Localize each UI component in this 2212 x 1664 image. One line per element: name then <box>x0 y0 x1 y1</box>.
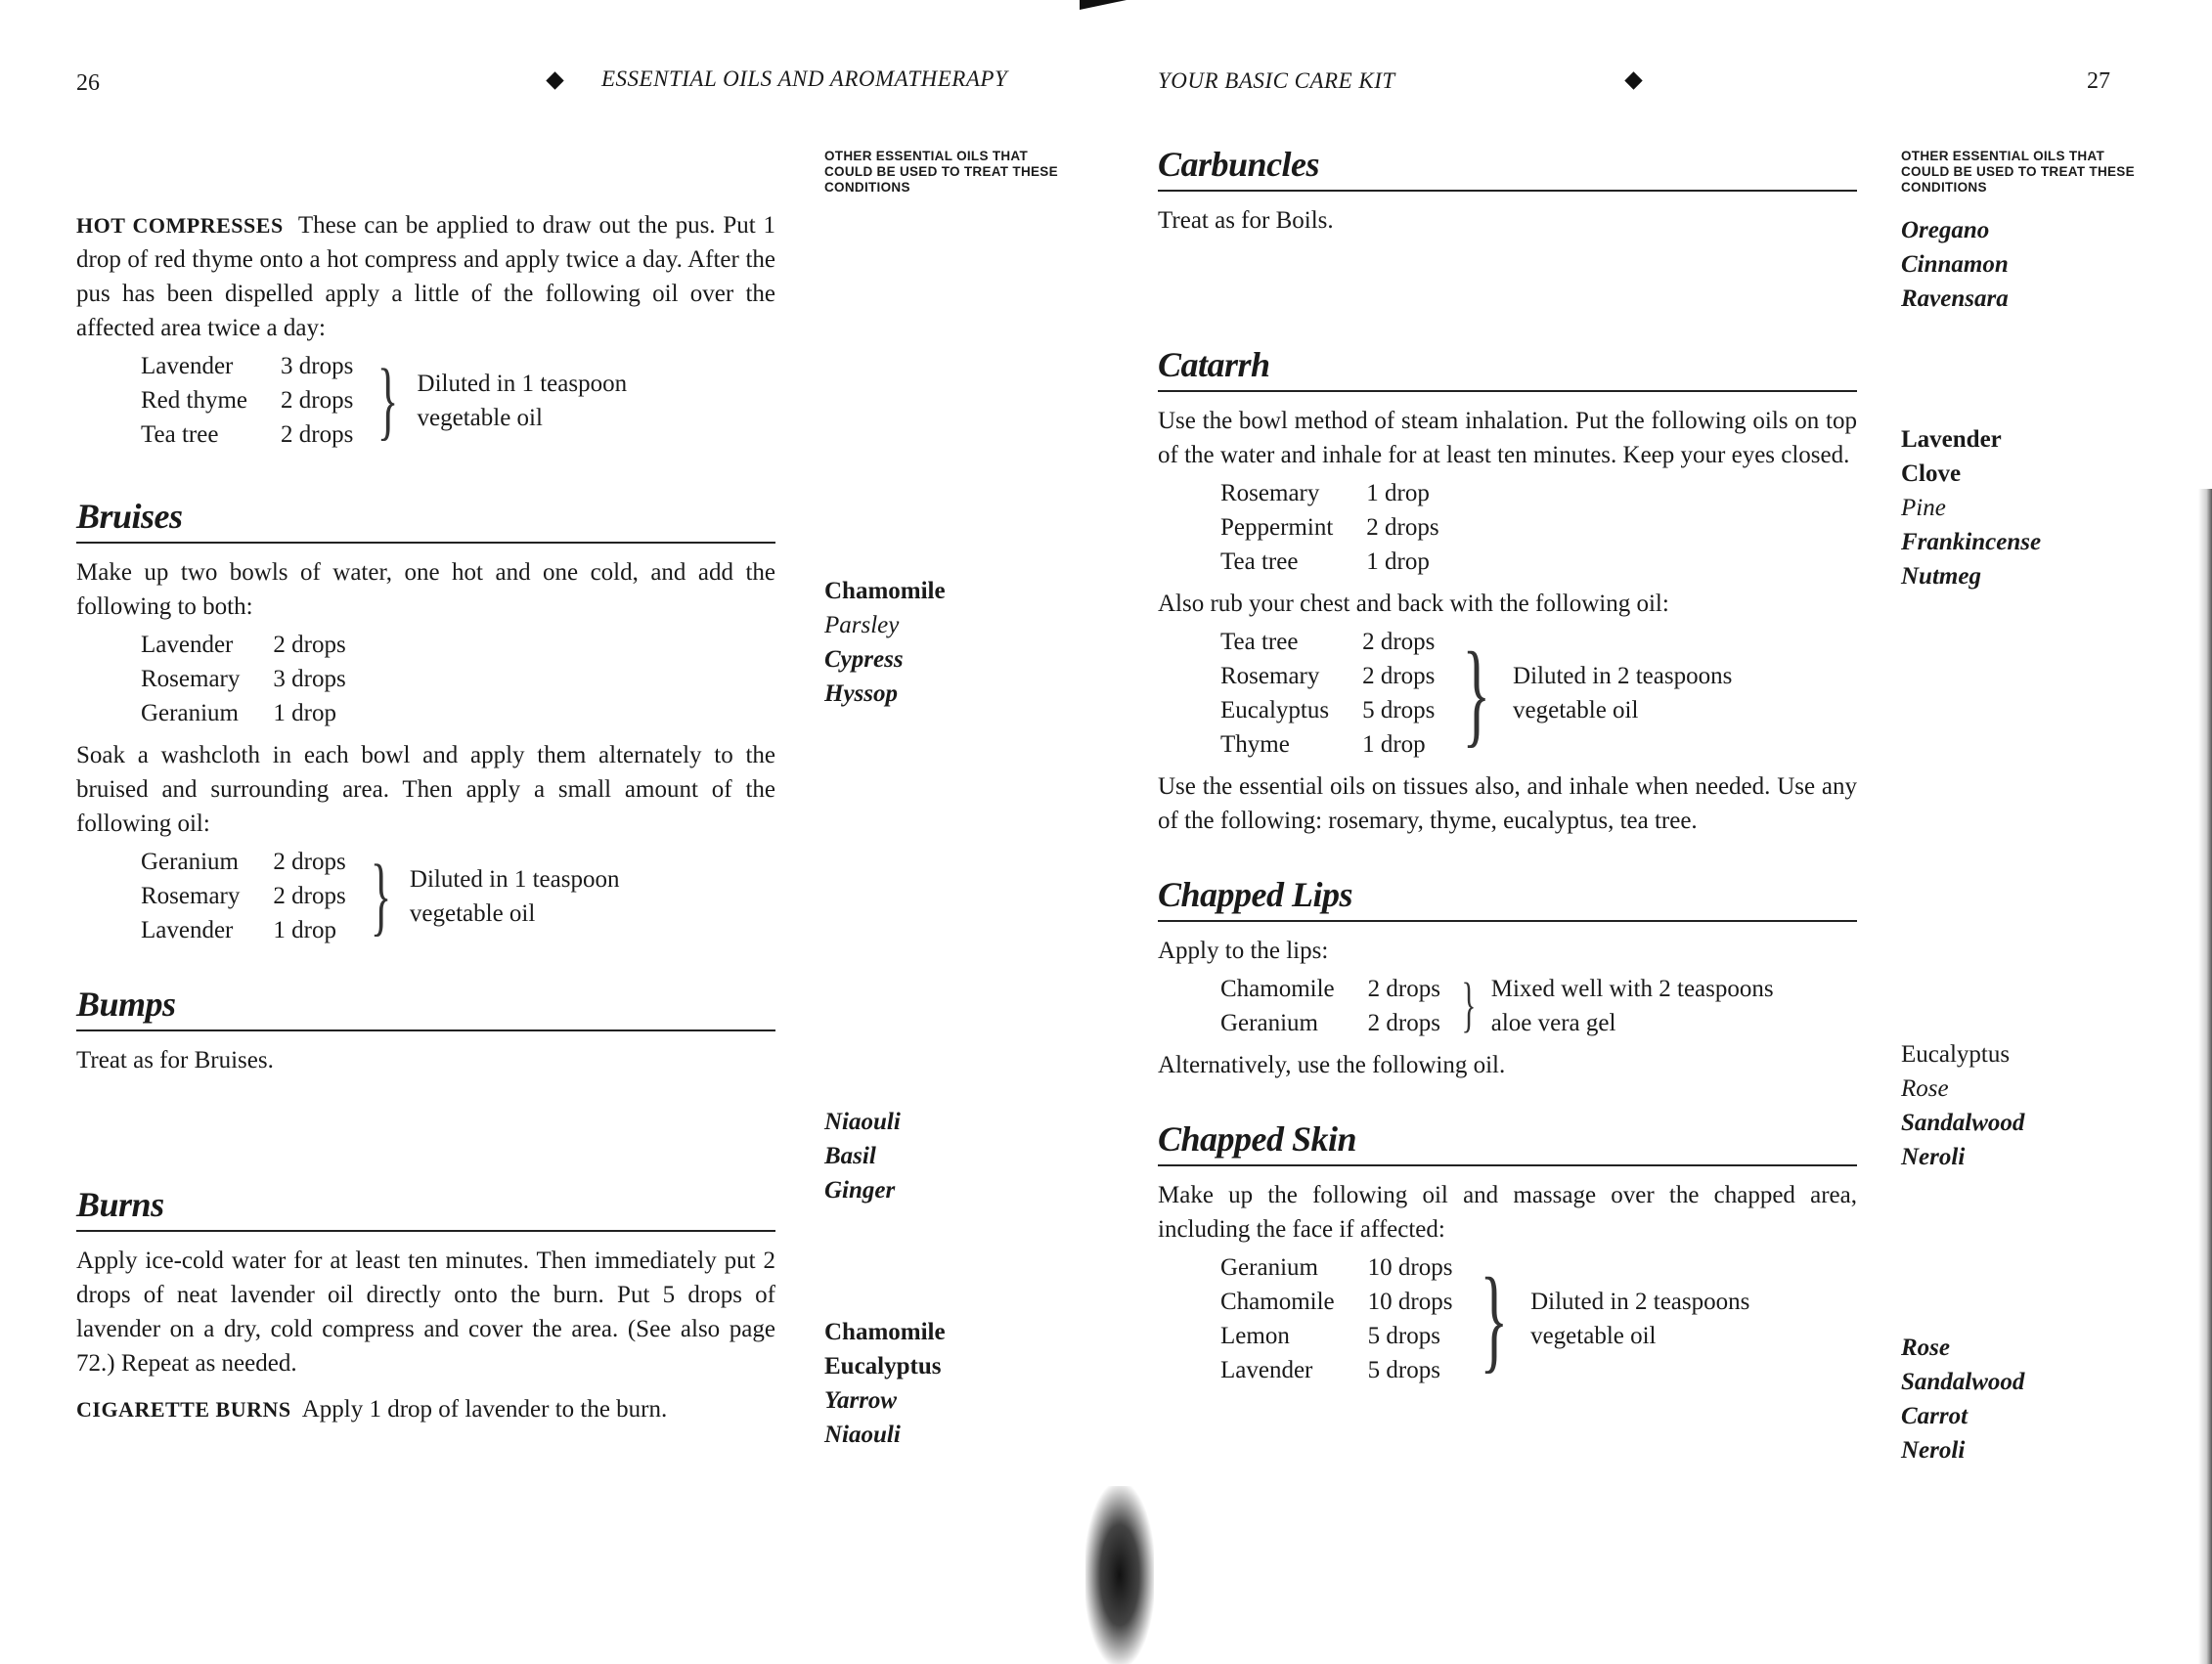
hot-compresses-recipe <box>141 349 775 452</box>
brace-icon: } <box>1462 628 1491 758</box>
cigarette-burns-paragraph <box>76 1392 775 1426</box>
recipe-amount: 1 drop <box>1362 731 1426 758</box>
recipe-oil: Geranium <box>1220 1010 1318 1036</box>
catarrh-other-oils <box>1901 422 2136 593</box>
oil-name: Ginger <box>824 1177 896 1204</box>
oil-name: Cypress <box>824 646 904 673</box>
recipe-amount: 3 drops <box>273 666 346 692</box>
recipe-amount: 2 drops <box>273 632 346 658</box>
recipe-oil: Geranium <box>141 849 239 875</box>
oil-name: Clove <box>1901 460 1962 487</box>
recipe-amount: 2 drops <box>1367 976 1440 1002</box>
catarrh-intro: Use the bowl method of steam inhalation. Put the following oils on top of the water and inhale for at least ten minutes. Keep your eyes closed. <box>1158 408 1857 468</box>
left-main-column <box>76 208 775 1426</box>
chapped-skin-intro: Make up the following oil and massage over the chapped area, including the face if affected: <box>1158 1182 1857 1243</box>
oil-name: Hyssop <box>824 680 898 707</box>
mix-note <box>1491 972 1774 1040</box>
burns-other-oils <box>824 1315 1059 1452</box>
recipe-amount: 5 drops <box>1367 1357 1440 1383</box>
recipe-amount: 1 drop <box>1366 548 1430 575</box>
recipe-oil: Geranium <box>1220 1254 1318 1281</box>
burns-text: Apply ice-cold water for at least ten minutes. Then immediately put 2 drops of neat lavender oil directly onto the burn. Put 5 drops of lavender on a dry, cold compress and cover the area. (See also page 72.) Repeat as needed. <box>76 1248 775 1377</box>
margin-heading: OTHER ESSENTIAL OILS THAT COULD BE USED TO TREAT THESE CONDITIONS <box>1901 149 2135 195</box>
dilution-line: Diluted in 1 teaspoon <box>409 865 620 893</box>
dilution-note <box>418 367 628 435</box>
recipe-oil: Rosemary <box>141 666 241 692</box>
recipe-amount: 2 drops <box>273 883 346 909</box>
brace-icon: } <box>1480 1253 1509 1383</box>
oil-name: Carrot <box>1901 1403 1969 1429</box>
catarrh-recipe-2 <box>1220 625 1857 762</box>
recipe-oil: Red thyme <box>141 387 248 414</box>
dilution-line: vegetable oil <box>409 899 536 927</box>
oil-name: Rose <box>1901 1335 1950 1361</box>
oil-name: Sandalwood <box>1901 1369 2025 1395</box>
right-main-column <box>1158 143 1857 1395</box>
catarrh-middle: Also rub your chest and back with the following oil: <box>1158 591 1669 617</box>
section-title: Burns <box>76 1183 775 1232</box>
dilution-line: Diluted in 2 teaspoons <box>1513 663 1733 689</box>
bruises-recipe-2 <box>141 845 775 947</box>
brace-icon: } <box>377 352 399 449</box>
recipe-amount: 1 drop <box>1366 480 1430 506</box>
catarrh-section <box>1158 343 1857 838</box>
recipe-oil: Tea tree <box>1220 548 1299 575</box>
carbuncles-other-oils <box>1901 213 2136 316</box>
recipe-oil: Rosemary <box>1220 480 1320 506</box>
cigarette-burns-label: CIGARETTE BURNS <box>76 1397 291 1422</box>
dilution-note <box>1530 1285 1749 1353</box>
diamond-ornament-icon <box>1624 71 1642 89</box>
oil-name: Yarrow <box>824 1387 898 1414</box>
mix-line: aloe vera gel <box>1490 1010 1616 1036</box>
dilution-line: vegetable oil <box>1513 697 1639 723</box>
chapped-lips-recipe <box>1220 972 1857 1040</box>
recipe-amount: 10 drops <box>1367 1254 1453 1281</box>
hot-compresses-paragraph <box>76 208 775 345</box>
margin-heading: OTHER ESSENTIAL OILS THAT COULD BE USED TO TREAT THESE CONDITIONS <box>824 149 1058 195</box>
recipe-oil: Geranium <box>141 700 239 726</box>
section-title: Chapped Skin <box>1158 1117 1857 1166</box>
brace-icon: } <box>370 848 392 944</box>
recipe-oil: Lemon <box>1220 1323 1290 1349</box>
bruises-recipe-1 <box>141 628 775 730</box>
running-head: ESSENTIAL OILS AND AROMATHERAPY <box>601 66 1008 91</box>
section-title: Carbuncles <box>1158 143 1857 192</box>
brace-icon: } <box>1461 972 1477 1039</box>
recipe-oil: Lavender <box>141 632 234 658</box>
recipe-oil: Lavender <box>141 917 234 943</box>
section-title: Bruises <box>76 495 775 544</box>
recipe-amount: 10 drops <box>1367 1289 1453 1315</box>
oil-name: Pine <box>1901 495 1946 521</box>
recipe-amount: 1 drop <box>273 700 336 726</box>
recipe-amount: 2 drops <box>1367 1010 1440 1036</box>
oil-name: Nutmeg <box>1901 563 1981 590</box>
oil-name: Frankincense <box>1901 529 2042 555</box>
dilution-line: vegetable oil <box>417 404 543 431</box>
chapped-lips-other-oils <box>1901 1037 2136 1174</box>
chapped-skin-other-oils <box>1901 1331 2136 1467</box>
oil-name: Chamomile <box>824 1319 946 1345</box>
chapped-lips-intro: Apply to the lips: <box>1158 938 1329 964</box>
recipe-oil: Tea tree <box>1220 629 1299 655</box>
carbuncles-text: Treat as for Boils. <box>1158 207 1334 234</box>
oil-name: Oregano <box>1901 217 1990 243</box>
recipe-oil: Peppermint <box>1220 514 1334 541</box>
recipe-amount: 2 drops <box>1362 663 1436 689</box>
section-title: Chapped Lips <box>1158 873 1857 922</box>
recipe-oil: Eucalyptus <box>1220 697 1330 723</box>
oil-name: Neroli <box>1901 1437 1966 1464</box>
dilution-line: Diluted in 1 teaspoon <box>417 370 628 397</box>
bruises-other-oils <box>824 574 1059 711</box>
bruises-intro: Make up two bowls of water, one hot and one cold, and add the following to both: <box>76 559 775 620</box>
recipe-amount: 3 drops <box>281 353 354 379</box>
recipe-oil: Chamomile <box>1220 976 1335 1002</box>
dilution-note <box>410 862 620 931</box>
dilution-line: Diluted in 2 teaspoons <box>1530 1289 1750 1315</box>
oil-name: Neroli <box>1901 1144 1966 1170</box>
bumps-text: Treat as for Bruises. <box>76 1047 274 1073</box>
oil-name: Niaouli <box>824 1109 901 1135</box>
recipe-oil: Lavender <box>1220 1357 1313 1383</box>
oil-name: Lavender <box>1901 426 2002 453</box>
oil-name: Chamomile <box>824 578 946 604</box>
oil-name: Sandalwood <box>1901 1110 2025 1136</box>
dilution-line: vegetable oil <box>1530 1323 1657 1349</box>
recipe-oil: Rosemary <box>141 883 241 909</box>
recipe-amount: 2 drops <box>273 849 346 875</box>
recipe-amount: 2 drops <box>281 387 354 414</box>
recipe-oil: Rosemary <box>1220 663 1320 689</box>
recipe-amount: 2 drops <box>1366 514 1439 541</box>
section-title: Bumps <box>76 983 775 1031</box>
right-edge-shadow <box>2198 489 2212 1664</box>
chapped-lips-outro: Alternatively, use the following oil. <box>1158 1052 1506 1078</box>
recipe-amount: 1 drop <box>273 917 336 943</box>
diamond-ornament-icon <box>546 71 563 89</box>
dilution-note <box>1513 659 1732 727</box>
running-head: YOUR BASIC CARE KIT <box>1158 68 1395 93</box>
oil-name: Cinnamon <box>1901 251 2009 278</box>
burns-section <box>76 1183 775 1426</box>
hot-compresses-label: HOT COMPRESSES <box>76 213 284 238</box>
oil-name: Basil <box>824 1143 876 1169</box>
hot-compresses-text: These can be applied to draw out the pus. Put 1 drop of red thyme onto a hot compress and apply twice a day. After the pus has been dispelled apply a little of the following oil over the affected area twice a day: <box>76 212 775 341</box>
bumps-other-oils <box>824 1105 1059 1207</box>
bruises-middle: Soak a washcloth in each bowl and apply them alternately to the bruised and surrounding area. Then apply a small amount of the following oil: <box>76 742 775 837</box>
bruises-section <box>76 495 775 947</box>
recipe-oil: Thyme <box>1220 731 1290 758</box>
oil-name: Ravensara <box>1901 285 2009 312</box>
recipe-amount: 5 drops <box>1362 697 1436 723</box>
mix-line: Mixed well with 2 teaspoons <box>1490 976 1774 1002</box>
recipe-oil: Tea tree <box>141 421 219 448</box>
gutter-shadow <box>1085 1486 1154 1664</box>
oil-name: Parsley <box>824 612 900 638</box>
chapped-lips-section <box>1158 873 1857 1082</box>
recipe-amount: 5 drops <box>1367 1323 1440 1349</box>
catarrh-recipe-1 <box>1220 476 1857 579</box>
oil-name: Rose <box>1901 1075 1949 1102</box>
oil-name: Eucalyptus <box>1901 1041 2011 1068</box>
cigarette-burns-text: Apply 1 drop of lavender to the burn. <box>301 1396 668 1423</box>
section-title: Catarrh <box>1158 343 1857 392</box>
page-number: 26 <box>76 70 100 96</box>
right-page <box>1106 0 2212 1664</box>
oil-name: Niaouli <box>824 1422 901 1448</box>
catarrh-outro: Use the essential oils on tissues also, and inhale when needed. Use any of the following: rosemary, thyme, eucalyptus, tea tree. <box>1158 773 1857 834</box>
page-number: 27 <box>2087 68 2110 94</box>
bumps-section <box>76 983 775 1077</box>
recipe-amount: 2 drops <box>281 421 354 448</box>
recipe-oil: Lavender <box>141 353 234 379</box>
recipe-oil: Chamomile <box>1220 1289 1335 1315</box>
oil-name: Eucalyptus <box>824 1353 942 1379</box>
chapped-skin-section <box>1158 1117 1857 1387</box>
carbuncles-section <box>1158 143 1857 238</box>
chapped-skin-recipe <box>1220 1250 1857 1387</box>
recipe-amount: 2 drops <box>1362 629 1436 655</box>
